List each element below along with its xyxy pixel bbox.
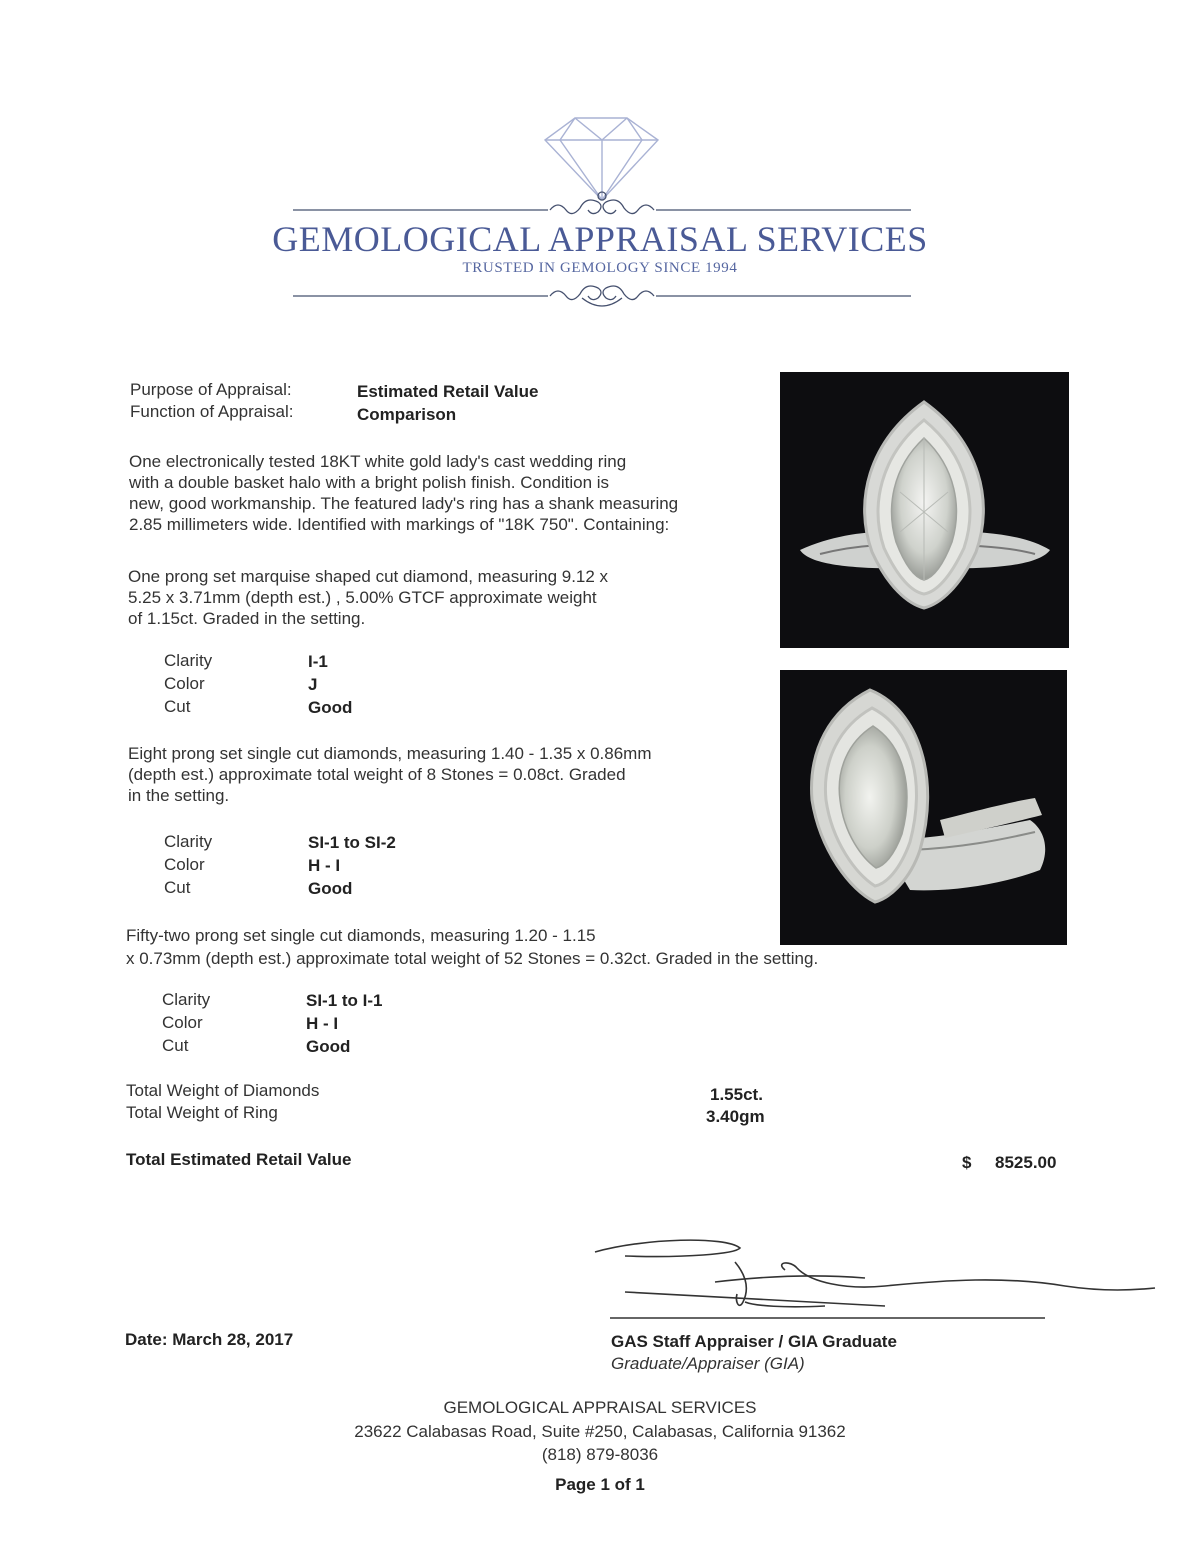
color-label: Color bbox=[162, 1013, 203, 1032]
cut-label: Cut bbox=[162, 1036, 189, 1055]
purpose-value: Estimated Retail Value bbox=[357, 382, 539, 401]
page-number: Page 1 of 1 bbox=[555, 1475, 645, 1494]
total-retail-value: 8525.00 bbox=[995, 1153, 1057, 1172]
clarity-value: I-1 bbox=[308, 652, 328, 671]
appraisal-date: Date: March 28, 2017 bbox=[125, 1330, 294, 1349]
color-value: H - I bbox=[306, 1014, 339, 1033]
halo-stones-description bbox=[128, 743, 778, 806]
cut-value: Good bbox=[308, 698, 353, 717]
color-value: J bbox=[308, 675, 318, 694]
ring-photo-front-image bbox=[780, 372, 1069, 648]
description-line: One electronically tested 18KT white gold lady's cast wedding ring bbox=[129, 452, 627, 471]
purpose-label: Purpose of Appraisal: bbox=[130, 380, 292, 399]
color-label: Color bbox=[164, 855, 205, 874]
cut-label: Cut bbox=[164, 697, 191, 716]
clarity-label: Clarity bbox=[162, 990, 211, 1009]
company-tagline: TRUSTED IN GEMOLOGY SINCE 1994 bbox=[462, 260, 738, 276]
total-ring-weight-label: Total Weight of Ring bbox=[126, 1103, 278, 1122]
stone-line: One prong set marquise shaped cut diamond, measuring 9.12 x bbox=[128, 567, 609, 586]
description-line: 2.85 millimeters wide. Identified with markings of "18K 750". Containing: bbox=[129, 515, 670, 534]
company-logo bbox=[0, 0, 1200, 340]
stone-line: 5.25 x 3.71mm (depth est.) , 5.00% GTCF approximate weight bbox=[128, 588, 597, 607]
clarity-label: Clarity bbox=[164, 832, 213, 851]
ring-photo-angle bbox=[780, 670, 1067, 945]
ornament-bottom bbox=[293, 286, 911, 306]
footer-company: GEMOLOGICAL APPRAISAL SERVICES bbox=[443, 1398, 757, 1417]
description-line: new, good workmanship. The featured lady's ring has a shank measuring bbox=[129, 494, 679, 513]
ring-description bbox=[129, 451, 779, 535]
appraiser-credentials: Graduate/Appraiser (GIA) bbox=[611, 1354, 805, 1373]
description-line: with a double basket halo with a bright polish finish. Condition is bbox=[129, 473, 610, 492]
company-brand-name: GEMOLOGICAL APPRAISAL SERVICES bbox=[272, 219, 928, 259]
cut-label: Cut bbox=[164, 878, 191, 897]
clarity-label: Clarity bbox=[164, 651, 213, 670]
stone-line: x 0.73mm (depth est.) approximate total weight of 52 Stones = 0.32ct. Graded in the setting. bbox=[126, 949, 819, 968]
color-label: Color bbox=[164, 674, 205, 693]
color-value: H - I bbox=[308, 856, 341, 875]
footer-phone: (818) 879-8036 bbox=[541, 1445, 659, 1464]
stone-line: Eight prong set single cut diamonds, measuring 1.40 - 1.35 x 0.86mm bbox=[128, 744, 652, 763]
appraiser-signature bbox=[585, 1232, 1160, 1322]
stone-line: of 1.15ct. Graded in the setting. bbox=[128, 609, 366, 628]
stone-line: in the setting. bbox=[128, 786, 230, 805]
appraiser-title: GAS Staff Appraiser / GIA Graduate bbox=[611, 1332, 897, 1351]
total-diamond-weight-label: Total Weight of Diamonds bbox=[126, 1081, 320, 1100]
stone-line: Fifty-two prong set single cut diamonds, measuring 1.20 - 1.15 bbox=[126, 926, 596, 945]
function-value: Comparison bbox=[357, 405, 457, 424]
clarity-value: SI-1 to SI-2 bbox=[308, 833, 396, 852]
cut-value: Good bbox=[306, 1037, 351, 1056]
total-ring-weight-value: 3.40gm bbox=[706, 1107, 765, 1126]
total-retail-value-label: Total Estimated Retail Value bbox=[126, 1150, 352, 1169]
function-label: Function of Appraisal: bbox=[130, 402, 294, 421]
ring-photo-angle-image bbox=[780, 670, 1067, 945]
diamond-icon bbox=[545, 118, 658, 200]
stone-line: (depth est.) approximate total weight of 8 Stones = 0.08ct. Graded bbox=[128, 765, 626, 784]
center-stone-description bbox=[128, 566, 778, 629]
footer-address: 23622 Calabasas Road, Suite #250, Calabasas, California 91362 bbox=[354, 1422, 846, 1441]
total-diamond-weight-value: 1.55ct. bbox=[710, 1085, 763, 1104]
cut-value: Good bbox=[308, 879, 353, 898]
clarity-value: SI-1 to I-1 bbox=[306, 991, 383, 1010]
currency-symbol: $ bbox=[962, 1153, 972, 1172]
ring-photo-front bbox=[780, 372, 1069, 648]
